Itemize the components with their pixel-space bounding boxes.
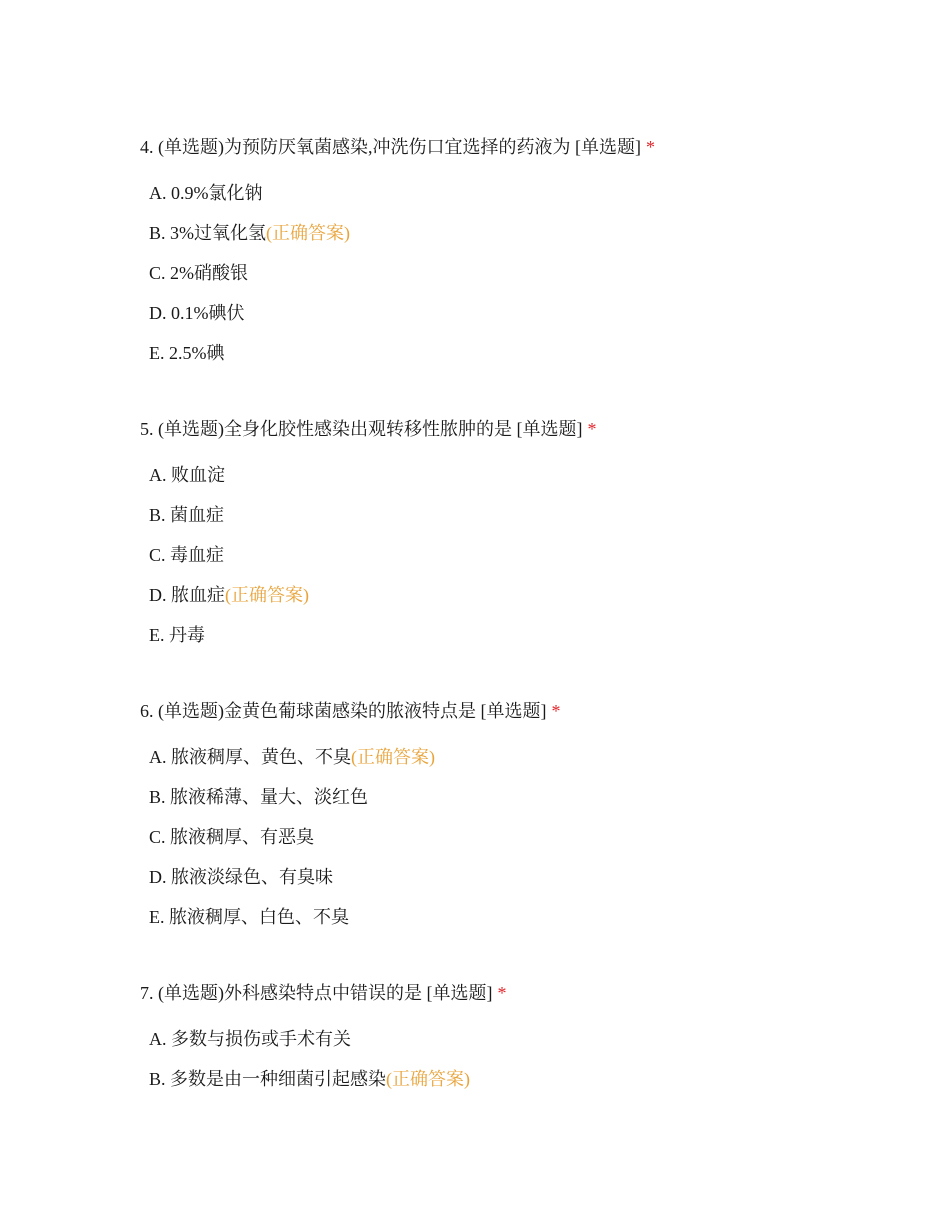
question-title-text: 4. (单选题)为预防厌氧菌感染,冲洗伤口宜选择的药液为 [单选题] xyxy=(140,137,641,157)
option-text: A. 多数与损伤或手术有关 xyxy=(149,1029,351,1049)
option-text: C. 2%硝酸银 xyxy=(149,263,248,283)
question-title-text: 5. (单选题)全身化胶性感染出观转移性脓肿的是 [单选题] xyxy=(140,419,583,439)
option-d[interactable] xyxy=(149,583,900,607)
option-e[interactable] xyxy=(149,623,900,647)
option-text: B. 菌血症 xyxy=(149,505,225,525)
option-text: C. 脓液稠厚、有恶臭 xyxy=(149,827,315,847)
option-c[interactable] xyxy=(149,543,900,567)
option-b[interactable] xyxy=(149,1067,900,1091)
required-mark: * xyxy=(645,137,655,157)
option-b[interactable] xyxy=(149,221,900,245)
options-list xyxy=(140,745,900,929)
question-title xyxy=(140,699,900,723)
question-title-text: 7. (单选题)外科感染特点中错误的是 [单选题] xyxy=(140,983,493,1003)
option-text: A. 脓液稠厚、黄色、不臭 xyxy=(149,747,351,767)
option-text: C. 毒血症 xyxy=(149,545,225,565)
question-title xyxy=(140,135,900,159)
option-text: B. 多数是由一种细菌引起感染 xyxy=(149,1069,387,1089)
option-d[interactable] xyxy=(149,865,900,889)
question-title-text: 6. (单选题)金黄色葡球菌感染的脓液特点是 [单选题] xyxy=(140,701,547,721)
correct-answer-label: (正确答案) xyxy=(351,747,435,767)
option-text: A. 0.9%氯化钠 xyxy=(149,183,263,203)
question-6 xyxy=(140,699,900,945)
options-list xyxy=(140,463,900,647)
question-7 xyxy=(140,981,900,1107)
option-text: D. 0.1%碘伏 xyxy=(149,303,245,323)
option-text: D. 脓液淡绿色、有臭味 xyxy=(149,867,333,887)
correct-answer-label: (正确答案) xyxy=(266,223,350,243)
option-b[interactable] xyxy=(149,785,900,809)
options-list xyxy=(140,1027,900,1091)
option-d[interactable] xyxy=(149,301,900,325)
option-text: A. 败血淀 xyxy=(149,465,225,485)
option-text: E. 丹毒 xyxy=(149,625,205,645)
option-text: B. 脓液稀薄、量大、淡红色 xyxy=(149,787,369,807)
question-title xyxy=(140,981,900,1005)
option-text: E. 2.5%碘 xyxy=(149,343,225,363)
option-text: E. 脓液稠厚、白色、不臭 xyxy=(149,907,349,927)
options-list xyxy=(140,181,900,365)
option-a[interactable] xyxy=(149,181,900,205)
option-c[interactable] xyxy=(149,825,900,849)
required-mark: * xyxy=(497,983,507,1003)
option-e[interactable] xyxy=(149,341,900,365)
question-title xyxy=(140,417,900,441)
question-5 xyxy=(140,417,900,663)
correct-answer-label: (正确答案) xyxy=(225,585,309,605)
option-e[interactable] xyxy=(149,905,900,929)
required-mark: * xyxy=(587,419,597,439)
option-text: D. 脓血症 xyxy=(149,585,225,605)
option-a[interactable] xyxy=(149,1027,900,1051)
option-a[interactable] xyxy=(149,745,900,769)
option-a[interactable] xyxy=(149,463,900,487)
correct-answer-label: (正确答案) xyxy=(386,1069,471,1089)
option-b[interactable] xyxy=(149,503,900,527)
required-mark: * xyxy=(551,701,561,721)
option-text: B. 3%过氧化氢 xyxy=(149,223,266,243)
question-4 xyxy=(140,135,900,381)
option-c[interactable] xyxy=(149,261,900,285)
